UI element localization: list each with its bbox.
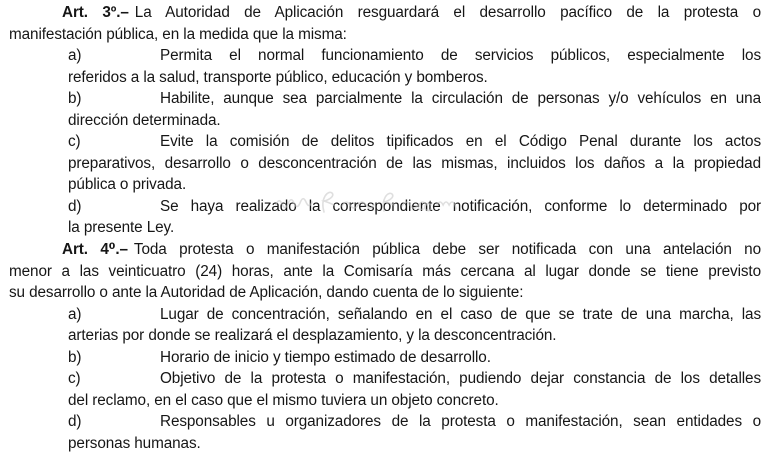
- article-4-item-d-line-2: personas humanas.: [68, 434, 201, 452]
- article-3-intro-text: La Autoridad de Aplicación resguardará el desarrollo pacífico de la protesta o: [134, 4, 761, 21]
- article-4-item-c-line-1: [68, 368, 761, 390]
- article-3-item-c-line-1: [68, 131, 761, 153]
- article-3-heading: Art. 3º.–: [62, 4, 129, 21]
- article-4-heading: Art. 4⁰.–: [62, 241, 128, 259]
- item-letter: c): [68, 370, 81, 388]
- article-4-line-3: su desarrollo o ante la Autoridad de Aplicación, dando cuenta de lo siguiente:: [9, 284, 524, 302]
- item-letter: d): [68, 413, 82, 431]
- article-3-item-a-line-2: referidos a la salud, transporte público, educación y bomberos.: [68, 68, 488, 86]
- item-text: Lugar de concentración, señalando en el caso de que se trate de una marcha, las: [160, 305, 761, 323]
- item-letter: a): [68, 305, 82, 323]
- article-3-item-b-line-1: [68, 88, 761, 110]
- article-4-item-c-line-2: del reclamo, en el caso que el mismo tuviera un objeto concreto.: [68, 391, 499, 409]
- article-3-item-c-line-3: pública o privada.: [68, 176, 187, 194]
- item-text: Horario de inicio y tiempo estimado de desarrollo.: [160, 348, 491, 366]
- article-3-item-c-line-2: preparativos, desarrollo o desconcentración de las mismas, incluidos los daños a la propiedad: [68, 154, 761, 172]
- item-text: Responsables u organizadores de la protesta o manifestación, sean entidades o: [160, 413, 761, 431]
- article-3-item-d-line-1: [68, 196, 761, 218]
- article-3-item-a-line-1: [68, 45, 761, 67]
- item-letter: c): [68, 133, 81, 151]
- article-3-item-d-line-2: la presente Ley.: [68, 219, 175, 237]
- article-4-line-2: menor a las veinticuatro (24) horas, ante la Comisaría más cercana al lugar donde se tiene previsto: [9, 262, 761, 280]
- article-4-item-d-line-1: [68, 411, 761, 433]
- article-4-item-a-line-1: [68, 304, 761, 326]
- item-text: Evite la comisión de delitos tipificados en el Código Penal durante los actos: [160, 133, 761, 151]
- item-text: Habilite, aunque sea parcialmente la circulación de personas y/o vehículos en una: [160, 90, 761, 108]
- article-4-item-a-line-2: arterias por donde se realizará el desplazamiento, y la desconcentración.: [68, 327, 557, 345]
- article-3-item-b-line-2: dirección determinada.: [68, 111, 221, 129]
- article-3-line-2: manifestación pública, en la medida que la misma:: [9, 25, 347, 43]
- article-4-item-b-line-1: [68, 347, 761, 369]
- item-text: Permita el normal funcionamiento de servicios públicos, especialmente los: [160, 47, 761, 65]
- item-letter: a): [68, 47, 82, 65]
- item-letter: b): [68, 90, 82, 108]
- article-4-intro-text: Toda protesta o manifestación pública debe ser notificada con una antelación no: [133, 241, 761, 259]
- article-3-line-1: [9, 2, 761, 24]
- item-text: Se haya realizado la correspondiente notificación, conforme lo determinado por: [160, 197, 761, 215]
- item-letter: b): [68, 348, 82, 366]
- item-letter: d): [68, 197, 82, 215]
- item-text: Objetivo de la protesta o manifestación, pudiendo dejar constancia de los detalles: [160, 370, 761, 388]
- article-4-line-1: [9, 239, 761, 261]
